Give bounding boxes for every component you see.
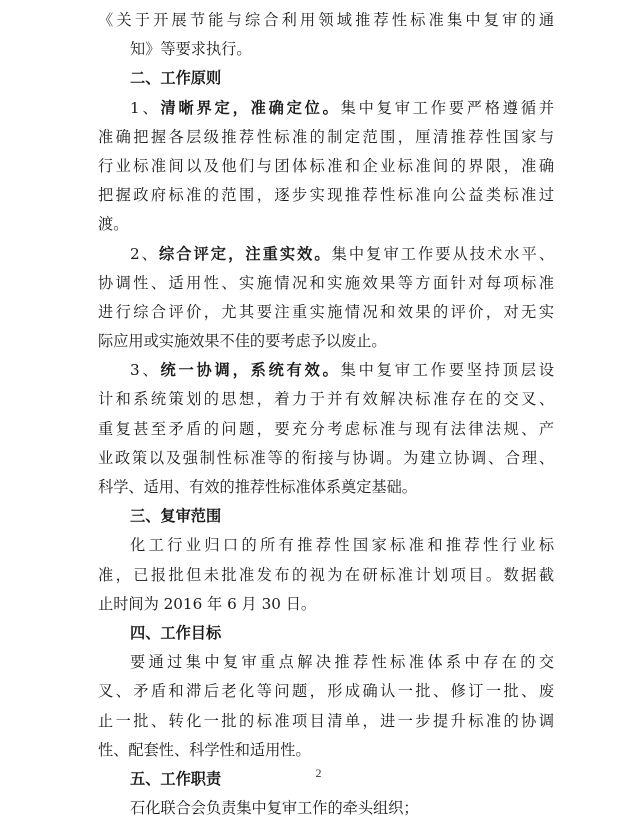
text-line: 计和系统策划的思想，着力于并有效解决标准存在的交叉、: [98, 390, 554, 409]
text-line: 渡。: [98, 215, 129, 234]
text-line: 石化联合会负责集中复审工作的牵头组织；: [130, 799, 419, 818]
section-heading-scope: 三、复审范围: [130, 507, 222, 526]
text-line: 业政策以及强制性标准等的衔接与协调。为建立协调、合理、: [98, 448, 554, 467]
document-body: [98, 6, 554, 823]
text-line: 《关于开展节能与综合利用领域推荐性标准集中复审的通: [98, 11, 554, 29]
principle-1-first-line: [98, 94, 554, 123]
principle-3-number: 3、: [130, 361, 161, 380]
principle-1-number: 1、: [130, 98, 161, 117]
principle-2-first-line: [98, 240, 554, 269]
text-line: 化工行业归口的所有推荐性国家标准和推荐性行业标: [130, 536, 554, 555]
text-line: 性、配套性、科学性和适用性。: [98, 740, 311, 759]
page-number: 2: [315, 766, 322, 780]
section-heading-goals: 四、工作目标: [130, 623, 222, 642]
text-line: 进行综合评价，尤其要注重实施情况和效果的评价，对无实: [98, 302, 554, 321]
text-line: 止时间为 2016 年 6 月 30 日。: [98, 594, 317, 613]
principle-3-title: 统一协调，系统有效。: [160, 361, 341, 380]
principle-2-number: 2、: [130, 244, 160, 263]
text-line: 要通过集中复审重点解决推荐性标准体系中存在的交: [130, 653, 554, 672]
text-line: 重复甚至矛盾的问题，要充分考虑标准与现有法律法规、产: [98, 419, 554, 438]
principle-3-first-line: [98, 356, 554, 385]
section-heading-duties: 五、工作职责: [130, 769, 222, 788]
text-line: 科学、适用、有效的推荐性标准体系奠定基础。: [98, 478, 417, 496]
text-line: 叉、矛盾和滞后老化等问题，形成确认一批、修订一批、废: [98, 682, 554, 701]
section-heading-principles: 二、工作原则: [130, 69, 222, 88]
text-line: 知》等要求执行。: [130, 40, 252, 59]
principle-1-title: 清晰界定，准确定位。: [160, 98, 341, 117]
principle-3-text: 集中复审工作要坚持顶层设: [340, 361, 555, 380]
text-line: 止一批、转化一批的标准项目清单，进一步提升标准的协调: [98, 711, 554, 730]
text-line: 准，已报批但未批准发布的视为在研标准计划项目。数据截: [98, 565, 554, 584]
text-line: 把握政府标准的范围，逐步实现推荐性标准向公益类标准过: [98, 186, 554, 205]
text-line: 际应用或实施效果不佳的要考虑予以废止。: [98, 332, 387, 351]
principle-1-text: 集中复审工作要严格遵循并: [340, 98, 555, 117]
principle-2-title: 综合评定，注重实效。: [159, 244, 332, 263]
text-line: 协调性、适用性、实施情况和实施效果等方面针对每项标准: [98, 273, 554, 292]
text-line: 准确把握各层级推荐性标准的制定范围，厘清推荐性国家与: [98, 127, 554, 146]
text-line: 行业标准间以及他们与团体标准和企业标准间的界限，准确: [98, 156, 554, 175]
principle-2-text: 集中复审工作要从技术水平、: [331, 244, 555, 263]
